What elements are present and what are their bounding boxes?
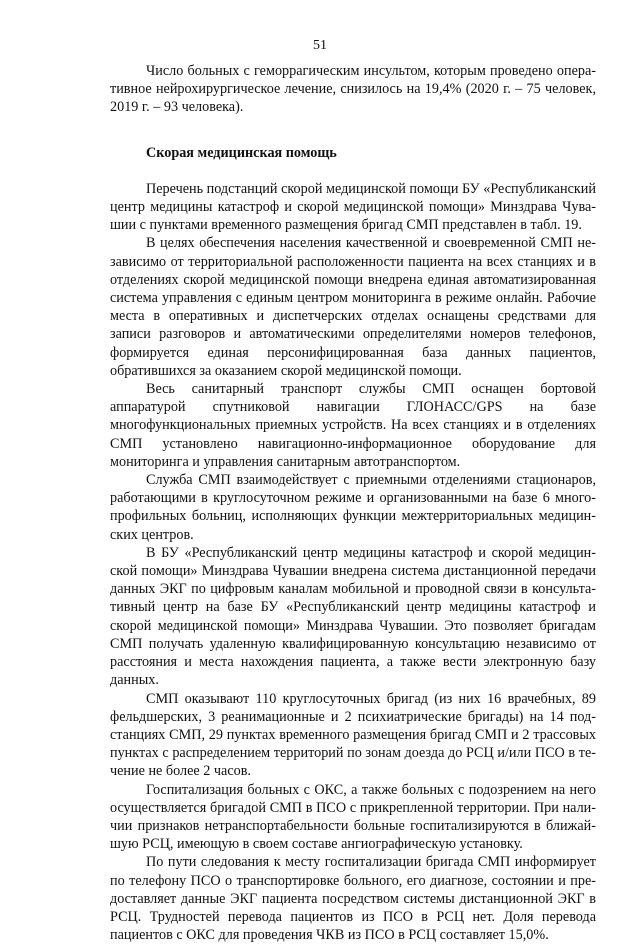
paragraph-transport-to-pso: По пути следования к месту госпитализации бригада СМП информирует по телефону ПСО о транспортировке больного, его диагнозе, состоянии и предоставляет данные ЭКГ пациента посредством системы дистанционной ЭКГ в РСЦ. Трудностей перевода пациентов из ПСО в РСЦ нет. Доля перевода пациентов с ОКС для проведения ЧКВ из ПСО в РСЦ составляет 15,0%.	[110, 854, 596, 944]
paragraph-remote-ecg: В БУ «Республиканский центр медицины катастроф и скорой медицинской помощи» Минздрава Чувашии внедрена система дистанционной передачи данных ЭКГ по цифровым каналам мобильной и проводной связи в консультативный центр на базе БУ «Республиканский центр медицины катастроф и скорой медицинской помощи» Минздрава Чувашии. Это позволяет бригадам СМП получать удаленную квалифицированную консультацию независимо от расстояния и места нахождения пациента, а также вести электронную базу данных.	[110, 544, 596, 689]
intro-paragraph: Число больных с геморрагическим инсультом, которым проведено оперативное нейрохирургическое лечение, снизилось на 19,4% (2020 г. – 75 человек, 2019 г. – 93 человека).	[110, 63, 596, 116]
section-heading: Скорая медицинская помощь	[146, 144, 337, 161]
paragraph-automated-system: В целях обеспечения населения качественной и своевременной СМП независимо от территориальной расположенности пациента на всех станциях и в отделениях скорой медицинской помощи внедрена единая автоматизированная система управления с единым центром мониторинга в режиме онлайн. Рабочие места в оперативных и диспетчерских отделах оснащены средствами для записи разговоров и автоматическими определителями номеров телефонов, формируется единая персонифицированная база данных пациентов, обратившихся за оказанием скорой медицинской помощи.	[110, 235, 596, 379]
page-number: 51	[313, 38, 327, 53]
paragraph-interaction-with-hospitals: Служба СМП взаимодействует с приемными отделениями стационаров, работающими в круглосуточном режиме и организованными на базе 6 многопрофильных больниц, исполняющих функции межтерриториальных медицинских центров.	[110, 472, 596, 543]
paragraph-ambulance-teams: СМП оказывают 110 круглосуточных бригад (из них 16 врачебных, 89 фельдшерских, 3 реанимационные и 2 психиатрические бригады) на 14 подстанциях СМП, 29 пунктах временного размещения бригад СМП и 2 трассовых пунктах с распределением территорий по зонам доезда до РСЦ и/или ПСО в течение не более 2 часов.	[110, 690, 596, 780]
page-content	[110, 62, 596, 944]
paragraph-substations-list: Перечень подстанций скорой медицинской помощи БУ «Республиканский центр медицины катастроф и скорой медицинской помощи» Минздрава Чувашии с пунктами временного размещения бригад СМП представлен в табл. 19.	[110, 180, 596, 234]
paragraph-hospitalization-oks: Госпитализация больных с ОКС, а также больных с подозрением на него осуществляется бригадой СМП в ПСО с прикрепленной территории. При наличии признаков нетранспортабельности больные госпитализируются в ближайшую РСЦ, имеющую в своем составе ангиографическую установку.	[110, 781, 596, 853]
paragraph-navigation-equipment: Весь санитарный транспорт службы СМП оснащен бортовой аппаратурой спутниковой навигации ГЛОНАСС/GPS на базе многофункциональных приемных устройств. На всех станциях и в отделениях СМП установлено навигационно-информационное оборудование для мониторинга и управления санитарным автотранспортом.	[110, 381, 596, 470]
